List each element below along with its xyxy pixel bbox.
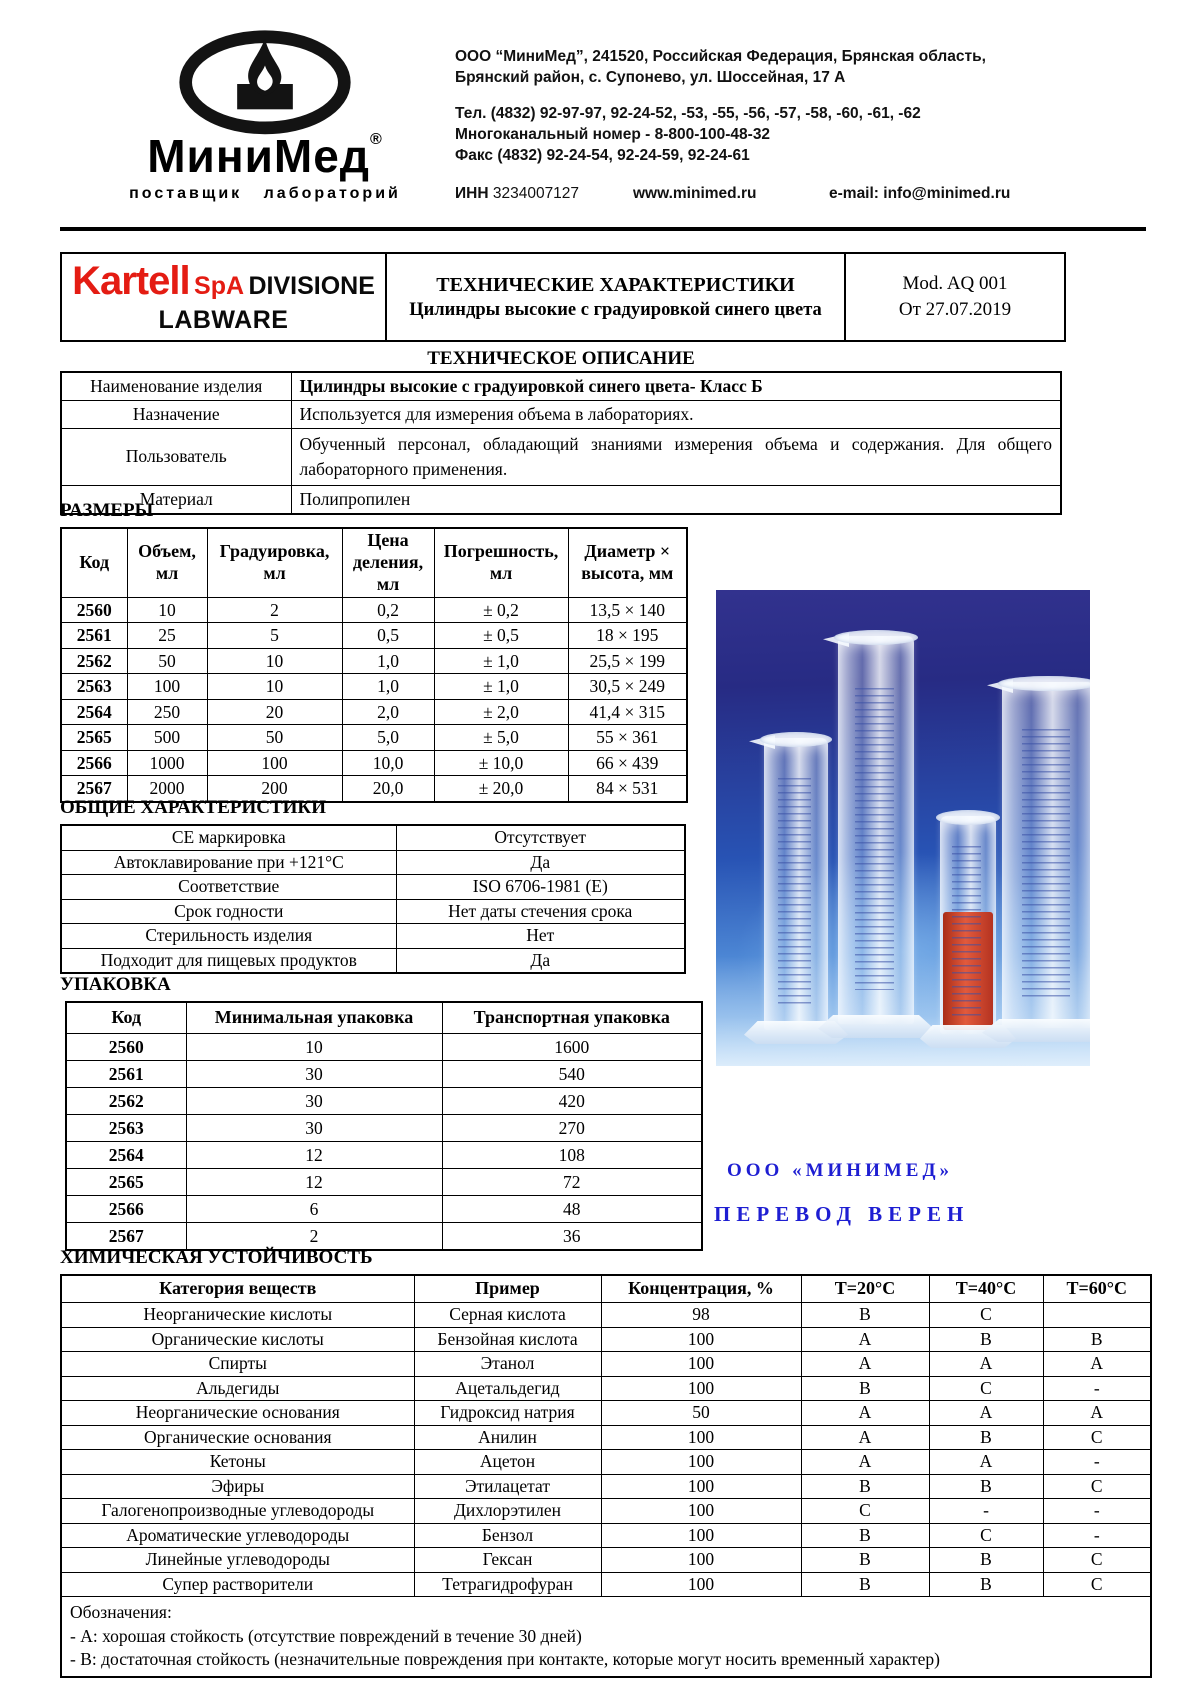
table-row xyxy=(61,875,685,900)
table-cell: Кетоны xyxy=(61,1450,414,1475)
table-cell: 2 xyxy=(186,1223,442,1251)
table-cell: Материал xyxy=(61,485,291,514)
table-cell: СЕ маркировка xyxy=(61,825,396,850)
table-row xyxy=(66,1088,702,1115)
table-row xyxy=(61,850,685,875)
column-header: Минимальная упаковка xyxy=(186,1002,442,1034)
table-cell: 100 xyxy=(601,1548,801,1573)
table-cell: В xyxy=(801,1474,929,1499)
table-cell: Наименование изделия xyxy=(61,372,291,401)
table-row xyxy=(66,1034,702,1061)
table-row xyxy=(61,1548,1151,1573)
table-cell: 10 xyxy=(207,674,342,700)
table-cell: 84 × 531 xyxy=(568,776,687,802)
table-cell: 250 xyxy=(127,699,207,725)
company-logo xyxy=(125,30,405,203)
table-cell: 100 xyxy=(601,1499,801,1524)
column-header: Транспортная упаковка xyxy=(442,1002,702,1034)
table-cell: Нет xyxy=(396,924,685,949)
table-cell: 12 xyxy=(186,1142,442,1169)
table-row xyxy=(61,401,1061,429)
table-cell: 500 xyxy=(127,725,207,751)
table-cell: 10 xyxy=(127,597,207,623)
table-cell: ± 0,2 xyxy=(434,597,568,623)
company-address xyxy=(455,46,1015,88)
column-header: Т=20°С xyxy=(801,1275,929,1303)
table-cell: - xyxy=(1043,1523,1151,1548)
doc-subtitle: Цилиндры высокие с градуировкой синего цвета xyxy=(409,299,822,320)
table-cell: 2567 xyxy=(61,776,127,802)
table-cell: В xyxy=(929,1572,1043,1597)
brand-name: МиниМед® xyxy=(147,130,383,182)
table-row xyxy=(61,372,1061,401)
table-cell: Полипропилен xyxy=(291,485,1061,514)
table-cell: 1600 xyxy=(442,1034,702,1061)
table-cell: 100 xyxy=(601,1523,801,1548)
table-cell: 100 xyxy=(127,674,207,700)
doc-date: От 27.07.2019 xyxy=(898,299,1012,320)
table-cell: Стерильность изделия xyxy=(61,924,396,949)
table-row xyxy=(61,924,685,949)
table-cell: В xyxy=(929,1548,1043,1573)
table-cell: 66 × 439 xyxy=(568,750,687,776)
table-cell: Супер растворители xyxy=(61,1572,414,1597)
table-cell: 20 xyxy=(207,699,342,725)
table-header-row xyxy=(61,1275,1151,1303)
table-cell: Бензойная кислота xyxy=(414,1327,601,1352)
table-cell: 100 xyxy=(601,1450,801,1475)
table-cell: Этанол xyxy=(414,1352,601,1377)
table-cell: 100 xyxy=(601,1425,801,1450)
table-row xyxy=(61,485,1061,514)
table-cell: А xyxy=(929,1450,1043,1475)
table-cell: 25 xyxy=(127,623,207,649)
kartell-brand: Kartell xyxy=(72,259,190,303)
table-cell: Используется для измерения объема в лабораториях. xyxy=(291,401,1061,429)
column-header: Т=40°С xyxy=(929,1275,1043,1303)
column-header: Пример xyxy=(414,1275,601,1303)
table-cell: 2565 xyxy=(61,725,127,751)
table-cell: Да xyxy=(396,850,685,875)
table-cell: Серная кислота xyxy=(414,1303,601,1328)
table-cell: 72 xyxy=(442,1169,702,1196)
table-cell: Галогенопроизводные углеводороды xyxy=(61,1499,414,1524)
table-cell: 2561 xyxy=(61,623,127,649)
table-cell: Бензол xyxy=(414,1523,601,1548)
packing-table xyxy=(65,1001,703,1251)
table-cell: - xyxy=(1043,1376,1151,1401)
legend-line: Обозначения: xyxy=(70,1602,172,1622)
table-cell: 10 xyxy=(186,1034,442,1061)
column-header: Т=60°С xyxy=(1043,1275,1151,1303)
table-cell: ± 1,0 xyxy=(434,648,568,674)
table-cell: 2566 xyxy=(61,750,127,776)
section-title-description: ТЕХНИЧЕСКОЕ ОПИСАНИЕ xyxy=(427,348,695,369)
table-cell: 48 xyxy=(442,1196,702,1223)
address-line: ООО “МиниМед”, 241520, Российская Федерация, Брянская область, xyxy=(455,48,986,65)
table-cell: 1,0 xyxy=(342,648,434,674)
table-cell: 98 xyxy=(601,1303,801,1328)
table-cell: 2 xyxy=(207,597,342,623)
table-cell: 30 xyxy=(186,1061,442,1088)
table-row xyxy=(61,1327,1151,1352)
table-row xyxy=(61,1523,1151,1548)
table-cell: Гексан xyxy=(414,1548,601,1573)
table-cell: Неорганические кислоты xyxy=(61,1303,414,1328)
column-header: Код xyxy=(61,528,127,597)
column-header: Код xyxy=(66,1002,186,1034)
table-cell: 1,0 xyxy=(342,674,434,700)
inn-number: ИНН 3234007127 xyxy=(455,185,580,202)
table-row xyxy=(61,1425,1151,1450)
table-cell: Ацетальдегид xyxy=(414,1376,601,1401)
table-cell: 2564 xyxy=(66,1142,186,1169)
table-cell: Цилиндры высокие с градуировкой синего цвета- Класс Б xyxy=(291,372,1061,401)
table-cell: Органические кислоты xyxy=(61,1327,414,1352)
table-cell: С xyxy=(1043,1572,1151,1597)
table-cell: 36 xyxy=(442,1223,702,1251)
table-cell: ± 20,0 xyxy=(434,776,568,802)
table-cell: С xyxy=(929,1376,1043,1401)
table-cell: ± 2,0 xyxy=(434,699,568,725)
table-cell: 5 xyxy=(207,623,342,649)
table-row xyxy=(61,825,685,850)
table-cell: В xyxy=(929,1425,1043,1450)
company-phones xyxy=(455,103,1015,166)
table-cell: 108 xyxy=(442,1142,702,1169)
table-cell: 2562 xyxy=(61,648,127,674)
header-divider xyxy=(60,227,1146,231)
table-cell: С xyxy=(1043,1548,1151,1573)
table-row xyxy=(66,1142,702,1169)
table-cell: - xyxy=(1043,1499,1151,1524)
table-cell: 1000 xyxy=(127,750,207,776)
legend-line: - А: хорошая стойкость (отсутствие повреждений в течение 30 дней) xyxy=(70,1625,582,1646)
table-cell: 100 xyxy=(601,1572,801,1597)
table-cell: Подходит для пищевых продуктов xyxy=(61,948,396,973)
table-cell: 13,5 × 140 xyxy=(568,597,687,623)
column-header: Диаметр × высота, мм xyxy=(568,528,687,597)
flame-icon xyxy=(167,30,363,138)
table-cell: ± 1,0 xyxy=(434,674,568,700)
table-cell: 5,0 xyxy=(342,725,434,751)
graduated-cylinder xyxy=(838,636,914,1038)
table-row xyxy=(61,1303,1151,1328)
column-header: Объем, мл xyxy=(127,528,207,597)
table-cell: Этилацетат xyxy=(414,1474,601,1499)
table-cell: Обученный персонал, обладающий знаниями измерения объема и содержания. Для общего лабораторного применения. xyxy=(291,429,1061,486)
legend-notes xyxy=(61,1597,1151,1677)
table-cell: 10 xyxy=(207,648,342,674)
column-header: Градуировка, мл xyxy=(207,528,342,597)
table-cell: В xyxy=(801,1548,929,1573)
table-row xyxy=(61,1499,1151,1524)
table-row xyxy=(61,1401,1151,1426)
table-cell: 2562 xyxy=(66,1088,186,1115)
table-cell: Гидроксид натрия xyxy=(414,1401,601,1426)
table-row xyxy=(61,725,687,751)
table-cell: А xyxy=(929,1352,1043,1377)
table-cell: 50 xyxy=(207,725,342,751)
column-header: Категория веществ xyxy=(61,1275,414,1303)
table-cell: 270 xyxy=(442,1115,702,1142)
kartell-divisione: DIVISIONE xyxy=(248,272,375,300)
graduated-cylinder xyxy=(764,738,828,1044)
table-cell: 50 xyxy=(601,1401,801,1426)
table-cell: Эфиры xyxy=(61,1474,414,1499)
table-cell: С xyxy=(1043,1474,1151,1499)
table-row xyxy=(61,597,687,623)
table-row xyxy=(61,699,687,725)
table-cell: В xyxy=(801,1376,929,1401)
table-cell: В xyxy=(929,1327,1043,1352)
table-cell: 12 xyxy=(186,1169,442,1196)
fax-line: Факс (4832) 92-24-54, 92-24-59, 92-24-61 xyxy=(455,147,750,164)
description-table xyxy=(60,371,1062,515)
table-cell: 18 × 195 xyxy=(568,623,687,649)
table-cell: 30,5 × 249 xyxy=(568,674,687,700)
table-cell: ± 0,5 xyxy=(434,623,568,649)
table-cell: 2565 xyxy=(66,1169,186,1196)
kartell-spa: SpA xyxy=(194,272,245,300)
table-header-row xyxy=(61,528,687,597)
table-cell: В xyxy=(929,1474,1043,1499)
table-cell: Пользователь xyxy=(61,429,291,486)
table-cell: 30 xyxy=(186,1088,442,1115)
doc-model: Mod. AQ 001 xyxy=(902,273,1008,295)
table-cell: А xyxy=(801,1450,929,1475)
table-cell: В xyxy=(801,1572,929,1597)
table-header-row xyxy=(66,1002,702,1034)
table-cell: 20,0 xyxy=(342,776,434,802)
table-cell: ± 10,0 xyxy=(434,750,568,776)
table-row xyxy=(66,1169,702,1196)
table-row xyxy=(66,1061,702,1088)
kartell-logo xyxy=(62,254,387,340)
table-cell: ISO 6706-1981 (Е) xyxy=(396,875,685,900)
stamp-translation-text: ПЕРЕВОД ВЕРЕН xyxy=(714,1202,970,1226)
table-cell: ± 5,0 xyxy=(434,725,568,751)
table-row xyxy=(61,899,685,924)
table-cell: Нет даты стечения срока xyxy=(396,899,685,924)
table-cell: 25,5 × 199 xyxy=(568,648,687,674)
table-cell: А xyxy=(801,1425,929,1450)
table-row xyxy=(66,1223,702,1251)
company-contacts xyxy=(455,46,1015,204)
table-cell: 100 xyxy=(601,1352,801,1377)
table-cell: 0,5 xyxy=(342,623,434,649)
table-cell xyxy=(1043,1303,1151,1328)
brand-tagline: поставщик лабораторий xyxy=(129,185,401,202)
sizes-table xyxy=(60,527,688,803)
table-row xyxy=(61,674,687,700)
table-row xyxy=(61,750,687,776)
table-cell: А xyxy=(801,1401,929,1426)
table-cell: В xyxy=(801,1303,929,1328)
table-cell: Дихлорэтилен xyxy=(414,1499,601,1524)
table-cell: 2561 xyxy=(66,1061,186,1088)
table-cell: Срок годности xyxy=(61,899,396,924)
table-cell: В xyxy=(801,1523,929,1548)
table-row xyxy=(66,1196,702,1223)
table-cell: 2563 xyxy=(66,1115,186,1142)
section-title-chemical: ХИМИЧЕСКАЯ УСТОЙЧИВОСТЬ xyxy=(60,1247,373,1268)
email-link[interactable]: e-mail: info@minimed.ru xyxy=(829,185,1011,202)
section-title-sizes: РАЗМЕРЫ xyxy=(60,500,154,521)
general-characteristics-table xyxy=(60,824,686,974)
table-row xyxy=(61,623,687,649)
table-cell: Отсутствует xyxy=(396,825,685,850)
table-row xyxy=(61,1572,1151,1597)
table-cell: Да xyxy=(396,948,685,973)
website-link[interactable]: www.minimed.ru xyxy=(633,185,757,202)
section-title-general: ОБЩИЕ ХАРАКТЕРИСТИКИ xyxy=(60,797,326,818)
table-row xyxy=(61,429,1061,486)
column-header: Цена деления, мл xyxy=(342,528,434,597)
kartell-labware: LABWARE xyxy=(158,306,289,334)
table-cell: 30 xyxy=(186,1115,442,1142)
table-cell: С xyxy=(801,1499,929,1524)
table-cell: 41,4 × 315 xyxy=(568,699,687,725)
table-cell: 100 xyxy=(601,1474,801,1499)
table-cell: Тетрагидрофуран xyxy=(414,1572,601,1597)
table-cell: Неорганические основания xyxy=(61,1401,414,1426)
table-row xyxy=(61,1474,1151,1499)
table-row xyxy=(61,1597,1151,1677)
table-row xyxy=(61,648,687,674)
section-title-packing: УПАКОВКА xyxy=(60,974,171,995)
table-cell: 50 xyxy=(127,648,207,674)
table-cell: 2560 xyxy=(61,597,127,623)
table-cell: 2,0 xyxy=(342,699,434,725)
chemical-resistance-table xyxy=(60,1274,1152,1678)
table-cell: 420 xyxy=(442,1088,702,1115)
table-cell: Ароматические углеводороды xyxy=(61,1523,414,1548)
table-row xyxy=(61,948,685,973)
table-cell: - xyxy=(1043,1450,1151,1475)
table-cell: С xyxy=(1043,1425,1151,1450)
phone-line: Тел. (4832) 92-97-97, 92-24-52, -53, -55, -56, -57, -58, -60, -61, -62 xyxy=(455,105,921,122)
spec-header-table xyxy=(60,252,1066,342)
table-row xyxy=(61,1352,1151,1377)
table-cell: Ацетон xyxy=(414,1450,601,1475)
legend-line: - В: достаточная стойкость (незначительные повреждения при контакте, которые могут носить временный характер) xyxy=(70,1649,940,1670)
table-cell: А xyxy=(929,1401,1043,1426)
table-cell: С xyxy=(929,1303,1043,1328)
table-cell: В xyxy=(1043,1327,1151,1352)
address-line: Брянский район, с. Супонево, ул. Шоссейная, 17 А xyxy=(455,69,846,86)
column-header: Погрешность, мл xyxy=(434,528,568,597)
stamp-company-text: ООО «МИНИМЕД» xyxy=(727,1160,954,1181)
table-cell: 2000 xyxy=(127,776,207,802)
table-cell: А xyxy=(1043,1352,1151,1377)
table-cell: Соответствие xyxy=(61,875,396,900)
table-cell: Анилин xyxy=(414,1425,601,1450)
graduated-cylinder xyxy=(1002,682,1090,1042)
table-row xyxy=(61,1376,1151,1401)
table-cell: 55 × 361 xyxy=(568,725,687,751)
table-cell: Автоклавирование при +121°С xyxy=(61,850,396,875)
registered-mark: ® xyxy=(369,131,383,148)
phone-line: Многоканальный номер - 8-800-100-48-32 xyxy=(455,126,771,143)
table-cell: А xyxy=(801,1352,929,1377)
table-cell: Спирты xyxy=(61,1352,414,1377)
table-cell: 6 xyxy=(186,1196,442,1223)
table-cell: 540 xyxy=(442,1061,702,1088)
table-cell: 200 xyxy=(207,776,342,802)
table-cell: Органические основания xyxy=(61,1425,414,1450)
table-cell: 0,2 xyxy=(342,597,434,623)
table-cell: 2563 xyxy=(61,674,127,700)
table-cell: 2567 xyxy=(66,1223,186,1251)
table-cell: 100 xyxy=(601,1376,801,1401)
table-cell: А xyxy=(1043,1401,1151,1426)
table-cell: Назначение xyxy=(61,401,291,429)
table-cell: 100 xyxy=(601,1327,801,1352)
table-cell: 2564 xyxy=(61,699,127,725)
table-cell: А xyxy=(801,1327,929,1352)
table-cell: С xyxy=(929,1523,1043,1548)
graduated-cylinder-red-liquid xyxy=(940,816,996,1048)
table-row xyxy=(61,1450,1151,1475)
doc-title: ТЕХНИЧЕСКИЕ ХАРАКТЕРИСТИКИ xyxy=(436,273,795,296)
table-cell: 2560 xyxy=(66,1034,186,1061)
product-photo xyxy=(716,590,1090,1066)
table-cell: 10,0 xyxy=(342,750,434,776)
table-cell: 2566 xyxy=(66,1196,186,1223)
table-cell: - xyxy=(929,1499,1043,1524)
table-cell: Линейные углеводороды xyxy=(61,1548,414,1573)
column-header: Концентрация, % xyxy=(601,1275,801,1303)
table-row xyxy=(66,1115,702,1142)
table-cell: 100 xyxy=(207,750,342,776)
table-cell: Альдегиды xyxy=(61,1376,414,1401)
